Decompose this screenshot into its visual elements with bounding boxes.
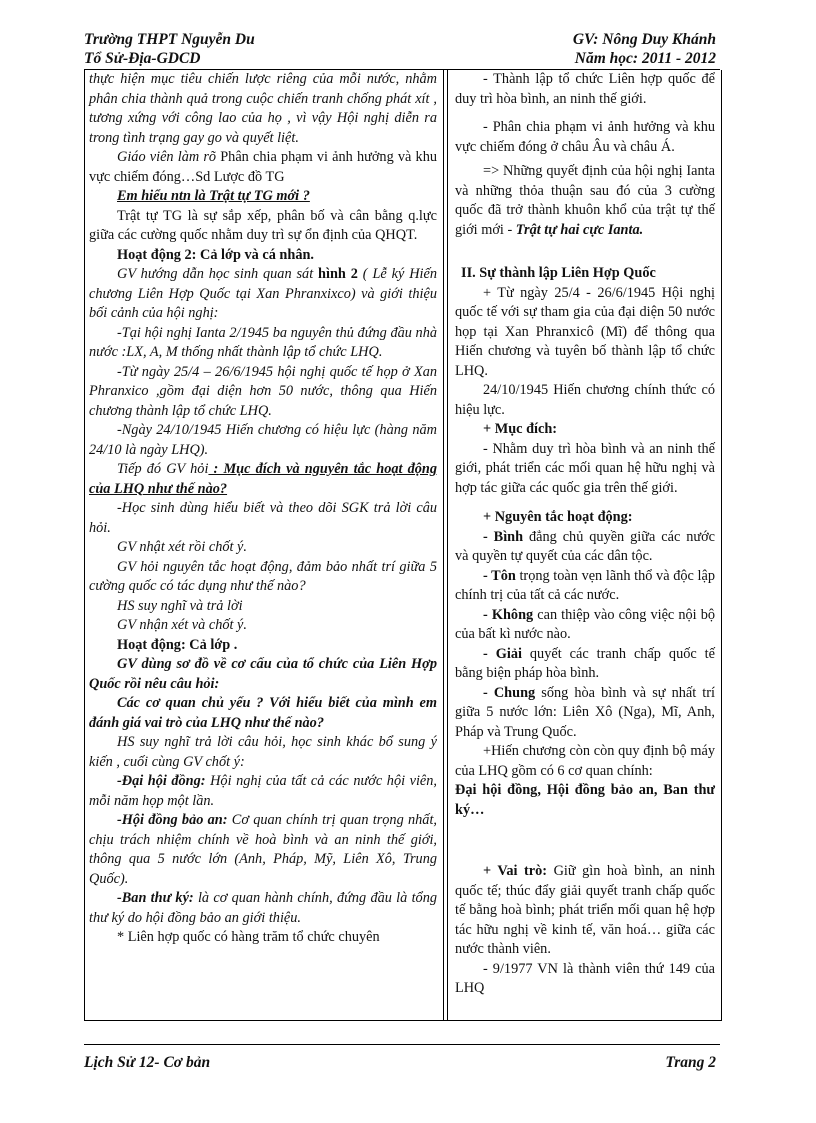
question-heading: Em hiểu ntn là Trật tự TG mới ? <box>117 188 310 204</box>
left-paragraph: GV dùng sơ đồ về cơ cấu của tổ chức của Liên Hợp Quốc rồi nêu câu hỏi: <box>89 656 437 692</box>
left-paragraph: Trật tự TG là sự sắp xếp, phân bố và cân bằng q.lực giữa các cường quốc nhằm duy trì sự ổn định của QHQT. <box>89 207 437 243</box>
principle-item: - Chung sống hòa bình và sự nhất trí giữa 5 nước lớn: Liên Xô (Nga), Mĩ, Anh, Pháp và Trung Quốc. <box>455 684 715 740</box>
left-paragraph: * Liên hợp quốc có hàng trăm tổ chức chuyên <box>117 929 380 945</box>
left-paragraph: Tiếp đó GV hỏi : Mục đích và nguyên tắc hoạt động của LHQ như thế nào? <box>89 461 437 497</box>
organs-list: Đại hội đồng, Hội đồng bảo an, Ban thư ký… <box>455 782 715 818</box>
teacher-name: GV: Nông Duy Khánh <box>572 31 716 48</box>
lesson-table <box>84 70 722 1021</box>
left-paragraph: -Đại hội đồng: Hội nghị của tất cả các nước hội viên, mỗi năm họp một lần. <box>89 773 437 809</box>
school-name: Trường THPT Nguyễn Du <box>84 31 255 48</box>
page-number: Trang 2 <box>665 1054 716 1071</box>
right-paragraph: 24/10/1945 Hiến chương chính thức có hiệu lực. <box>455 382 715 418</box>
left-paragraph: HS suy nghĩ trả lời câu hỏi, học sinh khác bổ sung ý kiến , cuối cùng GV chốt ý: <box>89 734 437 770</box>
activity-heading: Hoạt động: Cả lớp . <box>117 636 238 653</box>
right-paragraph: + Từ ngày 25/4 - 26/6/1945 Hội nghị quốc tế với sự tham gia của đại diện 50 nước họp tại Xan Phranxicô (Mĩ) để thông qua Hiến chương và tuyên bố thành lập tổ chức LHQ. <box>455 284 715 379</box>
principle-item: - Tôn trọng toàn vẹn lãnh thổ và độc lập chính trị của tất cả các nước. <box>455 567 715 603</box>
principle-item: - Bình đẳng chủ quyền giữa các nước và quyền tự quyết của các dân tộc. <box>455 528 716 564</box>
activity-heading: Hoạt động 2: Cả lớp và cá nhân. <box>117 246 314 263</box>
right-paragraph: - Thành lập tổ chức Liên hợp quốc để duy trì hòa bình, an ninh thế giới. <box>455 71 715 107</box>
teacher-student-activities-column <box>89 70 437 948</box>
right-paragraph: +Hiến chương còn còn quy định bộ máy của LHQ gồm có 6 cơ quan chính: <box>455 743 715 779</box>
left-paragraph: HS suy nghĩ và trả lời <box>117 597 243 614</box>
principle-item: - Không can thiệp vào công việc nội bộ của bất kì nước nào. <box>455 606 715 642</box>
left-paragraph: GV hỏi nguyên tắc hoạt động, đảm bảo nhất trí giữa 5 cường quốc có tác dụng như thế nào? <box>89 558 437 594</box>
column-divider <box>447 70 448 1020</box>
left-paragraph: Giáo viên làm rõ Phân chia phạm vi ảnh hưởng và khu vực chiếm đóng…Sd Lược đồ TG <box>89 149 437 185</box>
left-paragraph: -Ngày 24/10/1945 Hiến chương có hiệu lực (hàng năm 24/10 là ngày LHQ). <box>89 422 437 458</box>
principle-item: - Giải quyết các tranh chấp quốc tế bằng biện pháp hòa bình. <box>455 645 715 681</box>
subheading: + Mục đích: <box>483 421 558 437</box>
subject-label: Lịch Sử 12- Cơ bản <box>84 1054 211 1071</box>
left-paragraph: -Ban thư ký: là cơ quan hành chính, đứng đầu là tổng thư ký do hội đồng bảo an giới thiệu. <box>89 890 437 926</box>
right-paragraph: - Phân chia phạm vi ảnh hưởng và khu vực chiếm đóng ở châu Âu và châu Á. <box>455 119 715 155</box>
school-year: Năm học: 2011 - 2012 <box>574 50 716 67</box>
left-paragraph: thực hiện mục tiêu chiến lược riêng của mỗi nước, nhằm phân chia thành quả trong cuộc chiến tranh chống phát xít , tương xứng với công lao của họ , vì vậy Hội nghị diễn ra trong tình trạng gay go và quyết liệt. <box>89 71 437 146</box>
footer-rule <box>84 1044 720 1045</box>
left-paragraph: -Tại hội nghị Ianta 2/1945 ba nguyên thủ đứng đầu nhà nước :LX, A, M thống nhất thành lập tổ chức LHQ. <box>89 324 437 360</box>
right-paragraph: - Nhằm duy trì hòa bình và an ninh thế giới, phát triển các mối quan hệ hữu nghị và hợp tác giữa các quốc gia trên thế giới. <box>455 440 715 496</box>
column-divider <box>443 70 444 1020</box>
left-paragraph: -Từ ngày 25/4 – 26/6/1945 hội nghị quốc tế họp ở Xan Phranxico ,gồm đại diện hơn 50 nước, thông qua Hiến chương thành lập tổ chức LHQ. <box>89 363 437 419</box>
left-paragraph: -Hội đồng bảo an: Cơ quan chính trị quan trọng nhất, chịu trách nhiệm chính về hoà bình và an ninh thế giới, thông qua 5 nước lớn (Anh, Pháp, Mỹ, Liên Xô, Trung Quốc). <box>89 812 437 887</box>
right-paragraph: + Vai trò: Giữ gìn hoà bình, an ninh quốc tế; thúc đẩy giải quyết tranh chấp quốc tế bằng hoà bình; phát triển mối quan hệ hợp tác hữu nghị về kinh tế, văn hoá… giữa các nước thành viên. <box>455 863 715 957</box>
left-paragraph: GV nhật xét rồi chốt ý. <box>117 539 247 555</box>
left-paragraph: GV hướng dẫn học sinh quan sát hình 2 ( Lễ ký Hiến chương Liên Hợp Quốc tại Xan Phranxixco) và giới thiệu bối cảnh của hội nghị: <box>89 266 437 321</box>
left-paragraph: GV nhận xét và chốt ý. <box>117 617 247 633</box>
right-paragraph: => Những quyết định của hội nghị Ianta và những thỏa thuận sau đó của 3 cường quốc đã trở thành khuôn khổ của trật tự thế giới mới - Trật tự hai cực Ianta. <box>455 163 715 238</box>
content-column <box>455 70 715 999</box>
department-name: Tổ Sử-Địa-GDCD <box>84 50 201 67</box>
left-paragraph: -Học sinh dùng hiểu biết và theo dõi SGK trả lời câu hỏi. <box>89 500 437 536</box>
right-paragraph: - 9/1977 VN là thành viên thứ 149 của LHQ <box>455 960 715 996</box>
question-heading: Các cơ quan chủ yếu ? Với hiểu biết của mình em đánh giá vai trò của LHQ như thế nào? <box>89 695 437 731</box>
subheading: + Nguyên tắc hoạt động: <box>483 509 633 525</box>
section-heading: II. Sự thành lập Liên Hợp Quốc <box>461 265 656 281</box>
